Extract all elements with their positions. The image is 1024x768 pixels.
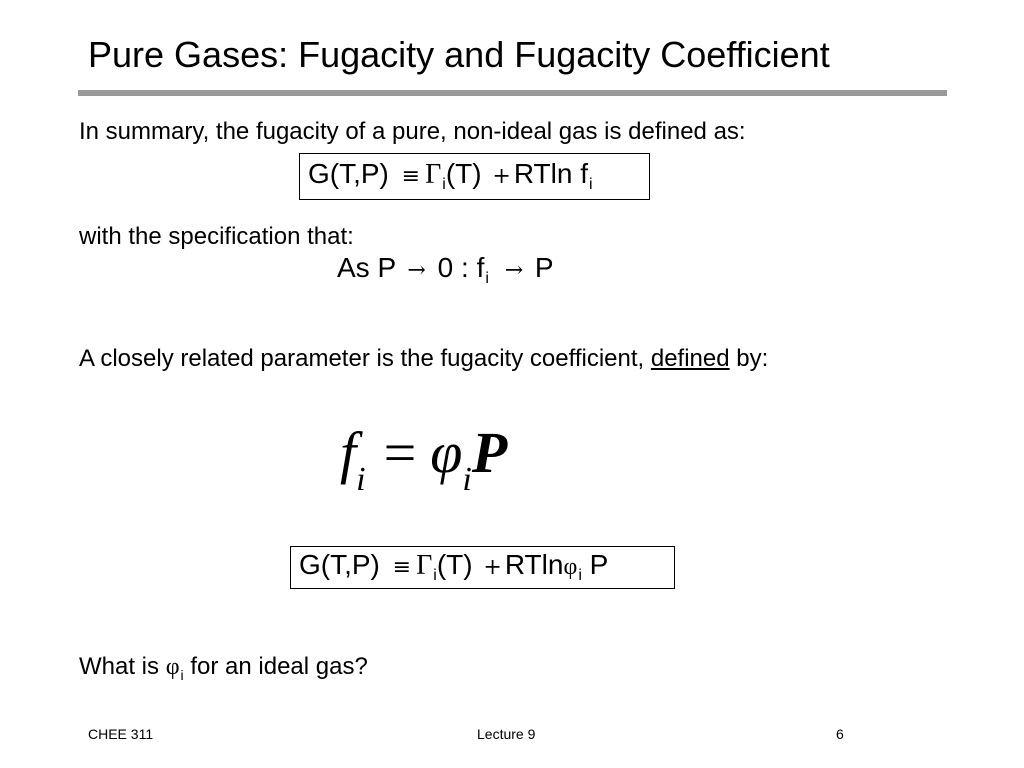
eq-lhs: G(T,P) xyxy=(299,549,380,580)
gamma-subscript: i xyxy=(442,176,446,193)
gamma-subscript: i xyxy=(433,567,437,584)
fugacity-subscript: i xyxy=(485,270,489,287)
phi-subscript: i xyxy=(462,461,472,498)
question-tail: for an ideal gas? xyxy=(190,653,368,680)
gamma-argument: (T) xyxy=(436,549,473,580)
phi-subscript: i xyxy=(180,667,184,683)
equals-symbol: = xyxy=(383,420,417,485)
defined-underlined: defined xyxy=(650,345,730,372)
phi-symbol: φ xyxy=(430,420,463,485)
colon: : xyxy=(461,252,469,283)
question-text xyxy=(79,652,368,690)
fugacity-symbol: f xyxy=(580,158,589,189)
coefficient-text-tail: by: xyxy=(736,345,769,372)
as-word: As xyxy=(337,252,370,283)
rtln-term: RTln xyxy=(504,549,564,580)
phi-symbol: φ xyxy=(563,554,578,580)
gamma-symbol: Γ xyxy=(425,159,442,190)
gamma-argument: (T) xyxy=(445,158,482,189)
gibbs-fugacity-equation xyxy=(299,153,650,200)
equiv-symbol: ≡ xyxy=(401,164,421,189)
fugacity-symbol: f xyxy=(476,252,485,283)
gamma-symbol: Γ xyxy=(416,550,433,581)
fugacity-coefficient-definition xyxy=(340,418,507,515)
pressure-symbol: P xyxy=(471,420,508,485)
pressure-symbol: P xyxy=(589,549,609,580)
fugacity-subscript: i xyxy=(589,176,593,193)
specification-text: with the specification that: xyxy=(79,223,354,250)
zero-value: 0 xyxy=(437,252,454,283)
eq-lhs: G(T,P) xyxy=(308,158,389,189)
footer-lecture: Lecture 9 xyxy=(477,726,536,742)
footer-course: CHEE 311 xyxy=(88,726,154,742)
intro-text: In summary, the fugacity of a pure, non-ideal gas is defined as: xyxy=(79,118,746,145)
pressure-symbol: P xyxy=(534,252,554,283)
equiv-symbol: ≡ xyxy=(392,555,412,580)
plus-symbol: + xyxy=(492,164,511,189)
plus-symbol: + xyxy=(483,555,502,580)
coefficient-text xyxy=(79,344,768,374)
fugacity-symbol: f xyxy=(340,420,357,485)
phi-symbol: φ xyxy=(165,654,180,680)
question-lead: What is xyxy=(79,653,160,680)
footer-page-number: 6 xyxy=(836,726,844,742)
phi-subscript: i xyxy=(578,567,582,584)
title-divider xyxy=(78,90,947,96)
arrow-icon: → xyxy=(504,258,524,283)
rtln-term: RTln xyxy=(513,158,573,189)
pressure-symbol: P xyxy=(377,252,396,283)
gibbs-coefficient-equation xyxy=(290,546,675,589)
slide-title: Pure Gases: Fugacity and Fugacity Coefficient xyxy=(88,34,830,75)
coefficient-text-lead: A closely related parameter is the fugacity coefficient, xyxy=(79,345,645,372)
fugacity-subscript: i xyxy=(356,461,366,498)
limit-equation xyxy=(337,250,554,297)
arrow-icon: → xyxy=(407,258,426,283)
